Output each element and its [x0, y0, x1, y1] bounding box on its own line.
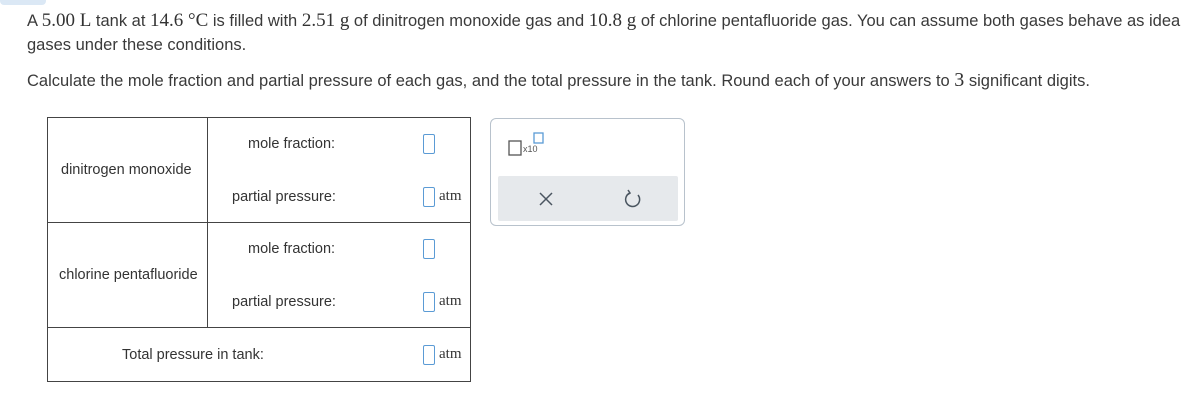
total-pressure-label: Total pressure in tank: — [122, 347, 264, 363]
problem-line-1 — [27, 9, 1199, 33]
problem-text: tank at — [91, 12, 150, 30]
problem-text: A — [27, 12, 42, 30]
instructions — [27, 68, 1090, 93]
answer-toolbox — [490, 118, 685, 226]
dinitrogen-monoxide-mass: 2.51 g — [301, 10, 350, 31]
mole-fraction-label: mole fraction: — [248, 241, 336, 257]
mole-fraction-label: mole fraction: — [248, 136, 336, 152]
chlorine-pentafluoride-mass: 10.8 g — [588, 10, 637, 31]
problem-text: is filled with — [208, 12, 302, 30]
chlorine-pentafluoride-partial-pressure-input[interactable] — [423, 292, 435, 312]
chlorine-pentafluoride-mole-fraction-input[interactable] — [423, 239, 435, 259]
partial-pressure-label: partial pressure: — [232, 294, 336, 310]
unit-label: atm — [439, 293, 462, 309]
problem-statement — [27, 9, 1199, 57]
dinitrogen-monoxide-partial-pressure-input[interactable] — [423, 187, 435, 207]
sig-figs-count: 3 — [954, 69, 965, 91]
problem-line-2: gases under these conditions. — [27, 36, 247, 54]
x10-label: x10 — [523, 144, 538, 154]
x10-superscript-icon[interactable] — [508, 132, 548, 158]
tank-temperature: 14.6 °C — [150, 10, 209, 31]
row-divider — [47, 222, 471, 223]
undo-icon-graphic — [622, 188, 644, 210]
close-icon-graphic — [535, 188, 557, 210]
instructions-text: Calculate the mole fraction and partial pressure of each gas, and the total pressure in the tank. Round each of your answers to — [27, 72, 955, 90]
partial-pressure-label: partial pressure: — [232, 189, 336, 205]
dinitrogen-monoxide-mole-fraction-input[interactable] — [423, 134, 435, 154]
gas-name-chlorine-pentafluoride: chlorine pentafluoride — [59, 267, 198, 283]
gas-name-dinitrogen-monoxide: dinitrogen monoxide — [61, 162, 192, 178]
undo-icon[interactable] — [622, 188, 644, 210]
total-pressure-input[interactable] — [423, 345, 435, 365]
instructions-text: significant digits. — [964, 72, 1090, 90]
problem-text: of dinitrogen monoxide gas and — [349, 12, 589, 30]
tank-volume: 5.00 L — [41, 10, 92, 31]
unit-label: atm — [439, 346, 462, 362]
close-icon[interactable] — [535, 188, 557, 210]
unit-label: atm — [439, 188, 462, 204]
toolbar-strip — [498, 176, 678, 221]
top-tab-indicator — [0, 0, 46, 5]
problem-text: of chlorine pentafluoride gas. You can assume both gases behave as idea — [636, 12, 1181, 30]
